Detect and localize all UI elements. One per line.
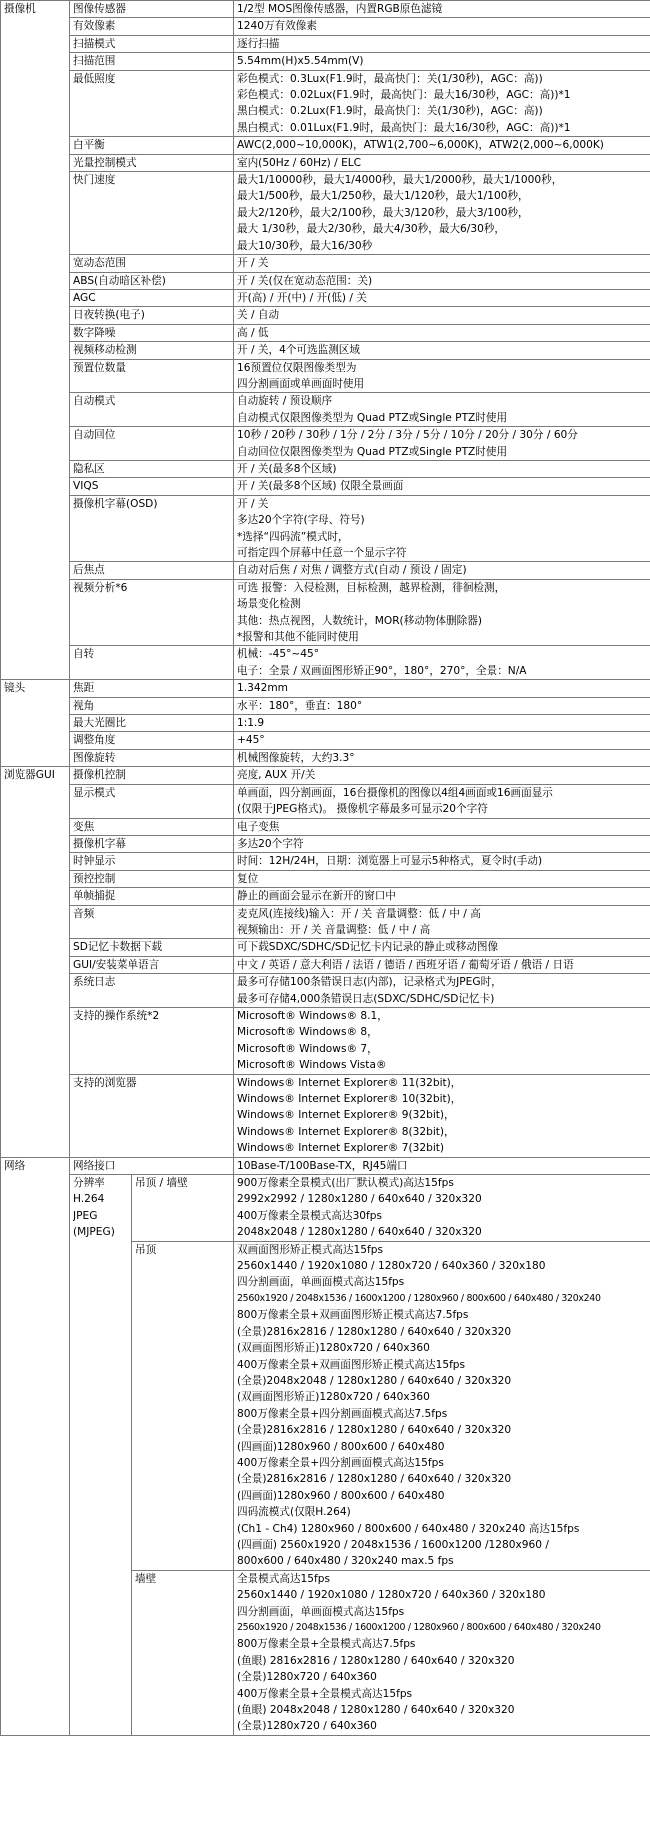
value-line: (双画面图形矫正)1280x720 / 640x360 [237,1391,430,1404]
spec-value [234,974,650,1008]
spec-value [234,1570,650,1735]
spec-row [1,35,650,52]
value-line: AWC(2,000~10,000K)，ATW1(2,700~6,000K)，ATW2(2,000~6,000K) [237,139,604,152]
spec-label: 图像旋转 [70,749,234,766]
value-line: 其他：热点视图，人数统计，MOR(移动物体删除器) [237,614,482,627]
value-line: 单画面，四分割画面，16台摄像机的图像以4组4画面或16画面显示 [237,786,553,799]
value-line: 1.342mm [237,682,288,695]
value-line: Microsoft® Windows Vista® [237,1059,387,1072]
spec-value [234,307,650,324]
value-line: 场景变化检测 [237,598,301,611]
value-line: 机械图像旋转，大约3.3° [237,751,355,764]
value-line: H.264 [73,1193,105,1206]
value-line: 麦克风(连接线)输入：开 / 关 音量调整：低 / 中 / 高 [237,907,481,920]
spec-row [1,427,650,461]
spec-value [234,324,650,341]
spec-row [1,767,650,784]
spec-value [234,956,650,973]
value-line: Windows® Internet Explorer® 9(32bit)， [237,1109,455,1122]
spec-row [1,495,650,562]
value-line: 开 / 关 [237,497,269,510]
value-line: 16预置位仅限图像类型为 [237,361,357,374]
spec-value [234,579,650,646]
value-line: 关 / 自动 [237,309,280,322]
spec-value [234,818,650,835]
spec-value: 10Base-T/100Base-TX，RJ45端口 [234,1157,650,1174]
value-line: (鱼眼) 2048x2048 / 1280x1280 / 640x640 / 320x320 [237,1704,515,1717]
spec-label: 视频移动检测 [70,342,234,359]
spec-label: 隐私区 [70,460,234,477]
spec-row [1,905,650,939]
value-line: (鱼眼) 2816x2816 / 1280x1280 / 640x640 / 320x320 [237,1654,515,1667]
spec-value [234,888,650,905]
spec-label: 支持的操作系统*2 [70,1007,234,1074]
spec-table-body [1,1,650,1736]
value-line: 高 / 低 [237,326,269,339]
spec-row [1,956,650,973]
value-line: (四画面)1280x960 / 800x600 / 640x480 [237,1440,445,1453]
spec-value [234,562,650,579]
spec-label: 视角 [70,697,234,714]
value-line: 时间：12H/24H，日期：浏览器上可显示5种格式，夏令时(手动) [237,855,543,868]
spec-value [234,172,650,255]
mount-label: 吊顶 [132,1241,234,1570]
spec-row [1,53,650,70]
value-line: 开 / 关 [237,257,269,270]
value-line: 自动对后焦 / 对焦 / 调整方式(自动 / 预设 / 固定) [237,564,467,577]
value-line: 1/2型 MOS图像传感器，内置RGB原色滤镜 [237,3,443,15]
value-line: 可指定四个屏幕中任意一个显示字符 [237,547,407,559]
value-line: Microsoft® Windows® 7， [237,1042,378,1055]
spec-row [1,307,650,324]
spec-value [234,697,650,714]
value-line: 多达20个字符(字母、符号) [237,514,365,527]
spec-label: 时钟显示 [70,853,234,870]
spec-value [234,53,650,70]
value-line: 400万像素全景模式高达30fps [237,1209,383,1222]
spec-value [234,393,650,427]
mount-label: 墙壁 [132,1570,234,1735]
spec-row [1,870,650,887]
value-line: 900万像素全景模式(出厂默认模式)高达15fps [237,1177,454,1190]
resolution-label [70,1175,132,1736]
value-line: 1240万有效像素 [237,20,317,33]
value-line: 黑白模式：0.01Lux(F1.9时，最高快门：最大16/30秒，AGC：高))*1 [237,121,571,134]
spec-label: 最低照度 [70,70,234,137]
spec-value [234,835,650,852]
spec-label: AGC [70,289,234,306]
value-line: (全景)1280x720 / 640x360 [237,1671,377,1684]
spec-label: 调整角度 [70,732,234,749]
value-line: 四分割画面，单画面模式高达15fps [237,1276,405,1289]
section-header: 摄像机 [1,1,70,680]
value-line: 自动模式仅限图像类型为 Quad PTZ或Single PTZ时使用 [237,411,508,424]
value-line: (全景)2048x2048 / 1280x1280 / 640x640 / 320x320 [237,1374,512,1387]
spec-value [234,478,650,495]
value-line: (全景)2816x2816 / 1280x1280 / 640x640 / 320x320 [237,1325,512,1338]
value-line: 全景模式高达15fps [237,1572,331,1585]
spec-label: 自动模式 [70,393,234,427]
value-line: 400万像素全景+四分割画面模式高达15fps [237,1456,444,1469]
value-line: 5.54mm(H)x5.54mm(V) [237,55,364,68]
spec-label: 摄像机控制 [70,767,234,784]
value-line: 可选 报警：入侵检测，目标检测，越界检测，徘徊检测， [237,581,506,594]
value-line: 最多可存储4,000条错误日志(SDXC/SDHC/SD记忆卡) [237,992,495,1005]
spec-value [234,767,650,784]
spec-row [1,1175,650,1242]
value-line: 最大10/30秒，最大16/30秒 [237,239,373,252]
spec-row [1,1007,650,1074]
spec-value [234,70,650,137]
value-line: (四画面)1280x960 / 800x600 / 640x480 [237,1489,445,1502]
spec-label: 日夜转换(电子) [70,307,234,324]
value-line: 最大2/120秒，最大2/100秒，最大3/120秒，最大3/100秒， [237,206,529,219]
value-line: Windows® Internet Explorer® 10(32bit)， [237,1093,462,1105]
value-line: Windows® Internet Explorer® 11(32bit)， [237,1076,462,1089]
spec-row [1,18,650,35]
spec-label: ABS(自动暗区补偿) [70,272,234,289]
spec-row [1,835,650,852]
value-line: 分辨率 [73,1177,105,1190]
value-line: (MJPEG) [73,1226,115,1239]
value-line: 四码流模式(仅限H.264) [237,1506,351,1519]
section-header: 浏览器GUI [1,767,70,1157]
spec-value [234,905,650,939]
spec-value [234,272,650,289]
value-line: 电子变焦 [237,820,280,833]
spec-label: 变焦 [70,818,234,835]
value-line: 800万像素全景+全景模式高达7.5fps [237,1638,416,1651]
value-line: Microsoft® Windows® 8， [237,1026,378,1039]
spec-label: 光量控制模式 [70,154,234,171]
spec-row [1,272,650,289]
value-line: (四画面) 2560x1920 / 2048x1536 / 1600x1200 /1280x960 / [237,1538,549,1551]
spec-row [1,1,650,18]
value-line: (全景)1280x720 / 640x360 [237,1720,377,1733]
value-line: 四分割画面，单画面模式高达15fps [237,1605,405,1618]
spec-value [234,1241,650,1570]
spec-value [234,342,650,359]
spec-label: 最大光圈比 [70,715,234,732]
value-line: Microsoft® Windows® 8.1， [237,1009,388,1022]
section-header: 镜头 [1,680,70,767]
value-line: 2560x1440 / 1920x1080 / 1280x720 / 640x360 / 320x180 [237,1260,546,1273]
spec-label: 后焦点 [70,562,234,579]
spec-label: 摄像机字幕 [70,835,234,852]
value-line: 黑白模式：0.2Lux(F1.9时，最高快门：关(1/30秒)，AGC：高)) [237,105,543,118]
spec-row [1,715,650,732]
value-line: 自动旋转 / 预设顺序 [237,395,333,408]
value-line: 400万像素全景+双画面图形矫正模式高达15fps [237,1358,466,1371]
value-line: (Ch1 - Ch4) 1280x960 / 800x600 / 640x480 / 320x240 高达15fps [237,1522,580,1535]
spec-label: 自动回位 [70,427,234,461]
value-line: 机械：-45°~45° [237,648,320,661]
spec-value [234,939,650,956]
spec-label: GUI/安装菜单语言 [70,956,234,973]
value-line: 复位 [237,872,259,885]
spec-value [234,870,650,887]
spec-value [234,715,650,732]
spec-label: 摄像机字幕(OSD) [70,495,234,562]
spec-label: 视频分析*6 [70,579,234,646]
value-line: 视频输出：开 / 关 音量调整：低 / 中 / 高 [237,923,431,936]
spec-label: 单帧捕捉 [70,888,234,905]
spec-value [234,680,650,697]
spec-row [1,154,650,171]
spec-label: 网络接口 [70,1157,234,1174]
spec-row [1,289,650,306]
spec-row [1,646,650,680]
spec-row [1,818,650,835]
spec-value [234,18,650,35]
value-line: 400万像素全景+全景模式高达15fps [237,1687,413,1700]
spec-row [1,562,650,579]
spec-value [234,646,650,680]
value-line: 彩色模式：0.02Lux(F1.9时，最高快门：最大16/30秒，AGC：高))*1 [237,89,571,102]
spec-label: 预置位数量 [70,359,234,393]
value-line: (仅限于JPEG格式)。 摄像机字幕最多可显示20个字符 [237,803,488,816]
value-line: 静止的画面会显示在新开的窗口中 [237,890,396,903]
value-line: 电子：全景 / 双画面图形矫正90°，180°，270°，全景：N/A [237,664,527,677]
spec-value [234,359,650,393]
spec-row [1,478,650,495]
spec-row [1,255,650,272]
spec-value [234,1,650,18]
spec-row [1,1074,650,1157]
spec-value [234,749,650,766]
value-line: *报警和其他不能同时使用 [237,631,359,644]
spec-label: 快门速度 [70,172,234,255]
spec-row [1,579,650,646]
spec-row [1,393,650,427]
value-line: 开 / 关，4个可选监测区域 [237,344,360,357]
value-line: 800万像素全景+四分割画面模式高达7.5fps [237,1407,448,1420]
spec-row [1,697,650,714]
spec-row [1,1157,650,1174]
spec-label: 图像传感器 [70,1,234,18]
value-line: 可下载SDXC/SDHC/SD记忆卡内记录的静止或移动图像 [237,941,499,954]
spec-row [1,324,650,341]
spec-value [234,1175,650,1242]
spec-label: 宽动态范围 [70,255,234,272]
spec-row [1,974,650,1008]
value-line: 2048x2048 / 1280x1280 / 640x640 / 320x320 [237,1226,482,1239]
spec-value [234,732,650,749]
value-line: 开 / 关(仅在宽动态范围：关) [237,274,373,287]
value-line: 2560x1440 / 1920x1080 / 1280x720 / 640x360 / 320x180 [237,1589,546,1602]
value-line: 中文 / 英语 / 意大利语 / 法语 / 德语 / 西班牙语 / 葡萄牙语 / 俄语 / 日语 [237,958,574,971]
spec-label: 白平衡 [70,137,234,154]
spec-label: 自转 [70,646,234,680]
value-line: 800万像素全景+双画面图形矫正模式高达7.5fps [237,1309,469,1322]
spec-value [234,495,650,562]
section-header: 网络 [1,1157,70,1735]
value-line: 室内(50Hz / 60Hz) / ELC [237,156,362,169]
spec-row [1,939,650,956]
value-line: 1:1.9 [237,717,265,730]
spec-value [234,35,650,52]
value-line: *选择“四码流”模式时， [237,530,349,543]
value-line: 最大1/500秒，最大1/250秒，最大1/120秒，最大1/100秒， [237,190,529,203]
value-line: 2560x1920 / 2048x1536 / 1600x1200 / 1280x960 / 800x600 / 640x480 / 320x240 [237,1292,601,1304]
value-line: 2560x1920 / 2048x1536 / 1600x1200 / 1280x960 / 800x600 / 640x480 / 320x240 [237,1622,601,1633]
spec-value [234,289,650,306]
spec-label: 焦距 [70,680,234,697]
spec-label: 预控控制 [70,870,234,887]
spec-value [234,137,650,154]
spec-value [234,255,650,272]
spec-row [1,70,650,137]
spec-row [1,749,650,766]
spec-value [234,1007,650,1074]
spec-row [1,732,650,749]
spec-label: 扫描范围 [70,53,234,70]
value-line: 10秒 / 20秒 / 30秒 / 1分 / 2分 / 3分 / 5分 / 10分 / 20分 / 30分 / 60分 [237,429,578,442]
spec-label: VIQS [70,478,234,495]
value-line: (双画面图形矫正)1280x720 / 640x360 [237,1342,430,1355]
value-line: 最大 1/30秒，最大2/30秒，最大4/30秒，最大6/30秒， [237,223,506,236]
value-line: 逐行扫描 [237,37,280,50]
spec-value [234,784,650,818]
value-line: JPEG [73,1209,98,1222]
spec-label: 数字降噪 [70,324,234,341]
spec-row [1,342,650,359]
spec-value [234,853,650,870]
value-line: Windows® Internet Explorer® 7(32bit) [237,1142,445,1155]
spec-label: SD记忆卡数据下载 [70,939,234,956]
value-line: Windows® Internet Explorer® 8(32bit)， [237,1125,455,1138]
value-line: 水平：180°，垂直：180° [237,699,363,712]
spec-row [1,359,650,393]
spec-row [1,172,650,255]
value-line: 2992x2992 / 1280x1280 / 640x640 / 320x320 [237,1193,482,1206]
spec-row [1,784,650,818]
value-line: 自动回位仅限图像类型为 Quad PTZ或Single PTZ时使用 [237,445,508,458]
value-line: 多达20个字符 [237,837,304,850]
spec-row [1,888,650,905]
spec-row [1,680,650,697]
spec-label: 系统日志 [70,974,234,1008]
value-line: 彩色模式：0.3Lux(F1.9时，最高快门：关(1/30秒)，AGC：高)) [237,72,543,85]
value-line: +45° [237,734,265,747]
spec-row [1,460,650,477]
spec-row [1,137,650,154]
spec-label: 扫描模式 [70,35,234,52]
value-line: 双画面图形矫正模式高达15fps [237,1243,383,1256]
spec-value [234,427,650,461]
value-line: 四分割画面或单画面时使用 [237,377,365,390]
spec-value [234,154,650,171]
spec-label: 有效像素 [70,18,234,35]
spec-value [234,460,650,477]
value-line: 亮度, AUX 开/关 [237,769,316,782]
value-line: 800x600 / 640x480 / 320x240 max.5 fps [237,1555,454,1568]
spec-label: 音频 [70,905,234,939]
value-line: 最大1/10000秒，最大1/4000秒，最大1/2000秒，最大1/1000秒， [237,174,563,187]
value-line: 开 / 关(最多8个区域) [237,462,337,475]
spec-label: 显示模式 [70,784,234,818]
spec-label: 支持的浏览器 [70,1074,234,1157]
value-line: 开 / 关(最多8个区域) 仅限全景画面 [237,480,404,493]
value-line: 开(高) / 开(中) / 开(低) / 关 [237,291,367,304]
mount-label: 吊顶 / 墙壁 [132,1175,234,1242]
spec-row [1,853,650,870]
value-line: 最多可存储100条错误日志(内部)，记录格式为JPEG时， [237,976,502,989]
value-line: (全景)2816x2816 / 1280x1280 / 640x640 / 320x320 [237,1424,512,1437]
spec-value [234,1074,650,1157]
value-line: (全景)2816x2816 / 1280x1280 / 640x640 / 320x320 [237,1473,512,1486]
